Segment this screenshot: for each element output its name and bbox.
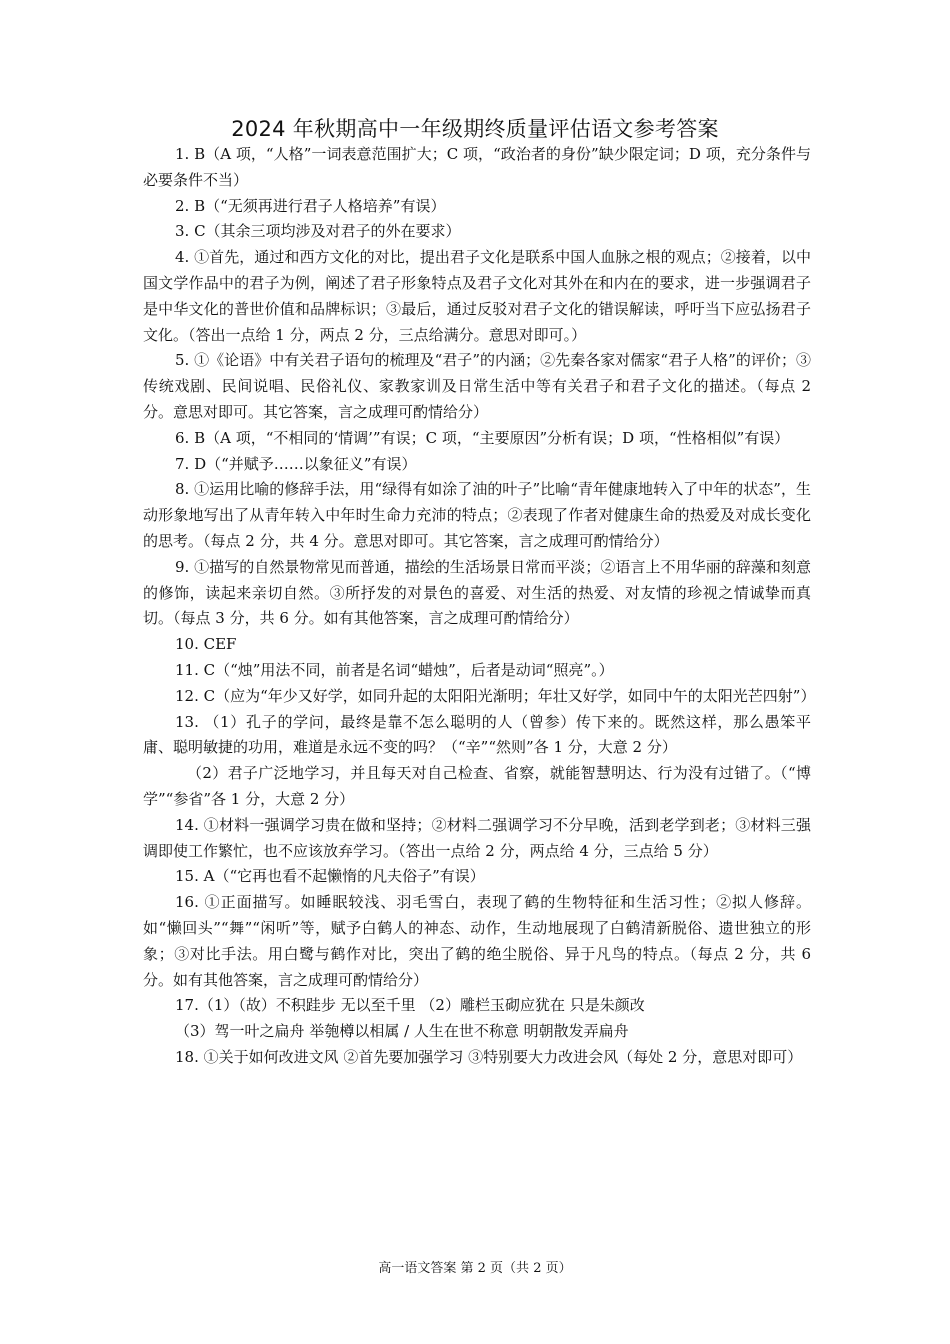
answer-item: 18. ①关于如何改进文风 ②首先要加强学习 ③特别要大力改进会风（每处 2 分，意思对即可）	[175, 1047, 803, 1066]
answer-item: 6. B（A 项，“不相同的‘情调’”有误；C 项，“主要原因”分析有误；D 项，“性格相似”有误）	[175, 428, 790, 447]
answer-item: 2. B（“无须再进行君子人格培养”有误）	[175, 196, 446, 215]
answer-item: 9. ①描写的自然景物常见而普通，描绘的生活场景日常而平淡；②语言上不用华丽的辞藻和刻意的修饰，读起来亲切自然。③所抒发的对景色的喜爱、对生活的热爱、对友情的珍视之情诚挚而真切。（每点 3 分，共 6 分。如有其他答案，言之成理可酌情给分）	[143, 557, 811, 628]
answer-item: 13. （1）孔子的学问，最终是靠不怎么聪明的人（曾参）传下来的。既然这样，那么愚笨平庸、聪明敏捷的功用，难道是永远不变的吗？（“辛”“然则”各 1 分，大意 2 分）	[143, 712, 811, 757]
answer-item: 7. D（“并赋予……以象征义”有误）	[175, 454, 417, 473]
page-title: 2024 年秋期高中一年级期终质量评估语文参考答案	[231, 117, 719, 141]
answer-item: 11. C（“烛”用法不同，前者是名词“蜡烛”，后者是动词“照亮”。）	[175, 660, 614, 679]
answer-item: （3）驾一叶之扁舟 举匏樽以相属 / 人生在世不称意 明朝散发弄扁舟	[175, 1022, 629, 1041]
answer-item: 3. C（其余三项均涉及对君子的外在要求）	[175, 222, 461, 241]
answer-item: （2）君子广泛地学习，并且每天对自己检查、省察，就能智慧明达、行为没有过错了。（“博学”“参省”各 1 分，大意 2 分）	[143, 764, 811, 808]
answer-item: 1. B（A 项，“人格”一词表意范围扩大；C 项，“政治者的身份”缺少限定词；D 项，充分条件与必要条件不当）	[143, 145, 811, 189]
answer-item: 5. ①《论语》中有关君子语句的梳理及“君子”的内涵；②先秦各家对儒家“君子人格”的评价；③传统戏剧、民间说唱、民俗礼仪、家教家训及日常生活中等有关君子和君子文化的描述。（每点 2 分。意思对即可。其它答案，言之成理可酌情给分）	[143, 351, 811, 421]
answer-item: 17.（1）（故）不积跬步 无以至千里 （2）雕栏玉砌应犹在 只是朱颜改	[175, 996, 645, 1015]
page-footer: 高一语文答案 第 2 页（共 2 页）	[378, 1261, 572, 1276]
answer-item: 10. CEF	[175, 635, 237, 654]
answer-item: 8. ①运用比喻的修辞手法，用“绿得有如涂了油的叶子”比喻“青年健康地转入了中年的状态”，生动形象地写出了从青年转入中年时生命力充沛的特点；②表现了作者对健康生命的热爱及对成长变化的思考。（每点 2 分，共 4 分。意思对即可。其它答案，言之成理可酌情给分）	[143, 480, 811, 550]
answer-item: 16. ①正面描写。如睡眠较浅、羽毛雪白，表现了鹤的生物特征和生活习性；②拟人修辞。如“懒回头”“舞”“闲听”等，赋予白鹤人的神态、动作，生动地展现了白鹤清新脱俗、遗世独立的形象；③对比手法。用白鹭与鹤作对比，突出了鹤的绝尘脱俗、异于凡鸟的特点。（每点 2 分，共 6 分。如有其他答案，言之成理可酌情给分）	[143, 893, 811, 989]
answer-item: 15. A（“它再也看不起懒惰的凡夫俗子”有误）	[175, 867, 485, 886]
answer-list	[143, 142, 816, 1071]
answer-item: 12. C（应为“年少又好学，如同升起的太阳阳光渐明；年壮又好学，如同中午的太阳光芒四射”）	[175, 686, 816, 705]
answer-item: 4. ①首先，通过和西方文化的对比，提出君子文化是联系中国人血脉之根的观点；②接着，以中国文学作品中的君子为例，阐述了君子形象特点及君子文化对其外在和内在的要求，进一步强调君子是中华文化的普世价值和品牌标识；③最后，通过反驳对君子文化的错误解读，呼吁当下应弘扬君子文化。（答出一点给 1 分，两点 2 分，三点给满分。意思对即可。）	[143, 248, 811, 344]
answer-item: 14. ①材料一强调学习贵在做和坚持；②材料二强调学习不分早晚，活到老学到老；③材料三强调即使工作繁忙，也不应该放弃学习。（答出一点给 2 分，两点给 4 分，三点给 5 分）	[143, 815, 811, 860]
